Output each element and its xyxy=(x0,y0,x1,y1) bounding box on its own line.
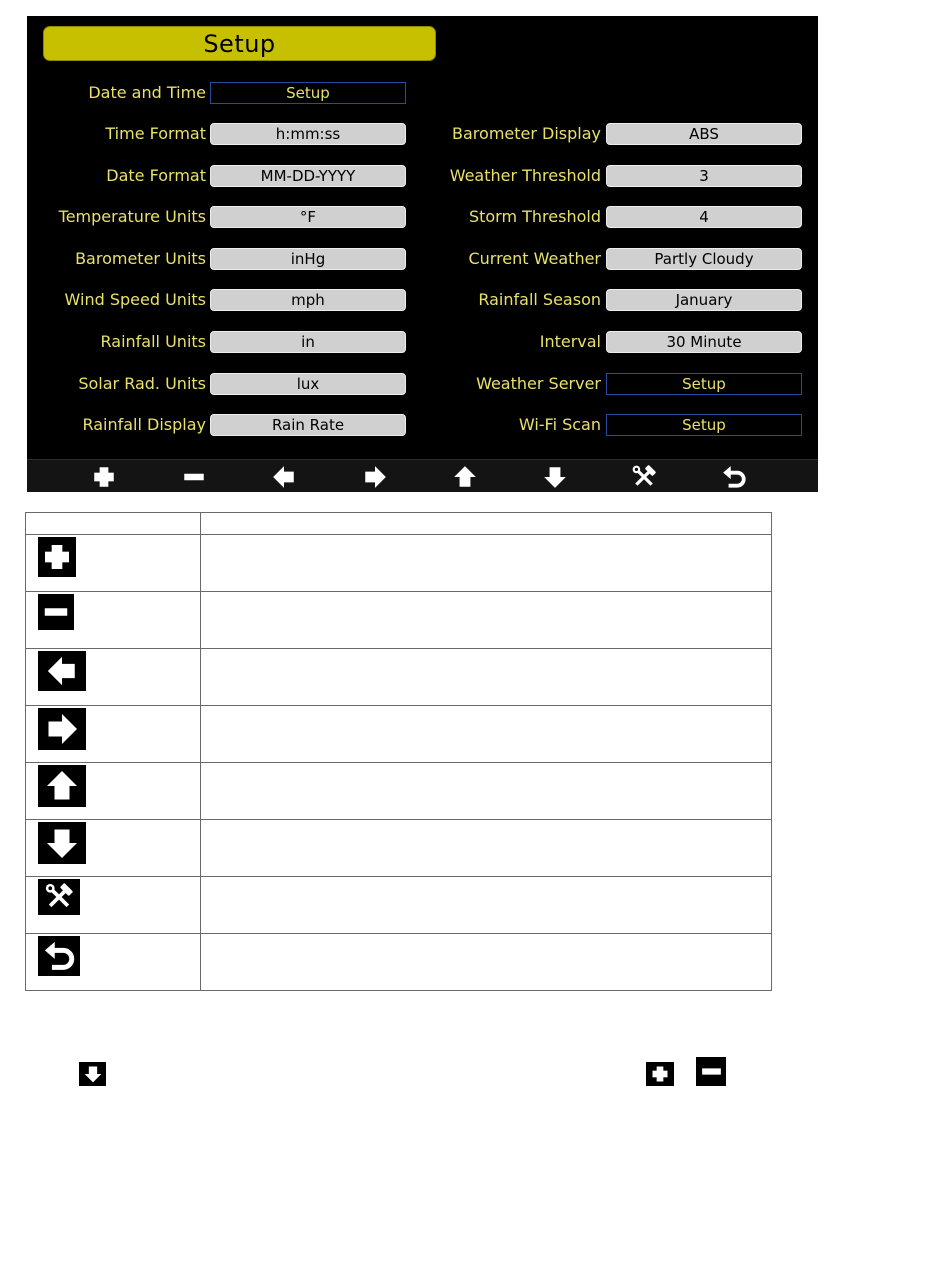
setup-screen xyxy=(27,16,818,491)
table-header-row xyxy=(26,513,772,535)
icon-cell xyxy=(26,934,201,991)
setting-label: Date Format xyxy=(106,166,206,185)
setting-value-field[interactable]: Partly Cloudy xyxy=(606,248,802,270)
plus-icon xyxy=(646,1062,674,1086)
setting-label: Time Format xyxy=(105,124,206,143)
icon-cell xyxy=(26,706,201,763)
arrow-left-icon xyxy=(38,651,86,691)
setting-row-barometer-display xyxy=(27,123,818,145)
table-row xyxy=(26,877,772,934)
toolbar-right-button[interactable] xyxy=(360,462,390,492)
setting-label: Wi-Fi Scan xyxy=(518,415,601,434)
toolbar-tools-button[interactable] xyxy=(629,462,659,492)
description-cell xyxy=(201,535,772,592)
setting-value-field[interactable]: °F xyxy=(210,206,406,228)
setting-label: Barometer Display xyxy=(452,124,601,143)
setting-value-field[interactable]: MM-DD-YYYY xyxy=(210,165,406,187)
setting-value-field[interactable]: in xyxy=(210,331,406,353)
setup-button[interactable]: Setup xyxy=(606,373,802,395)
setting-value-field[interactable]: 30 Minute xyxy=(606,331,802,353)
setting-value-field[interactable]: inHg xyxy=(210,248,406,270)
toolbar-down-button[interactable] xyxy=(540,462,570,492)
setting-value-field[interactable]: h:mm:ss xyxy=(210,123,406,145)
table-row xyxy=(26,820,772,877)
header-cell-icon xyxy=(26,513,201,535)
arrow-down-icon xyxy=(79,1062,106,1086)
tools-icon xyxy=(631,464,657,490)
setting-label: Wind Speed Units xyxy=(64,290,206,309)
icon-cell xyxy=(26,535,201,592)
description-cell xyxy=(201,820,772,877)
setting-value-field[interactable]: 3 xyxy=(606,165,802,187)
table-row xyxy=(26,592,772,649)
icon-cell xyxy=(26,763,201,820)
table-row xyxy=(26,763,772,820)
description-cell xyxy=(201,877,772,934)
arrow-up-icon xyxy=(38,765,86,807)
tools-icon xyxy=(38,879,80,915)
arrow-right-icon xyxy=(362,464,388,490)
description-cell xyxy=(201,649,772,706)
table-row xyxy=(26,649,772,706)
setting-row-weather-server xyxy=(27,373,818,395)
setting-label: Barometer Units xyxy=(75,249,206,268)
arrow-up-icon xyxy=(452,464,478,490)
screen-title: Setup xyxy=(43,26,436,61)
description-cell xyxy=(201,934,772,991)
setting-label: Storm Threshold xyxy=(468,207,601,226)
setting-label: Rainfall Units xyxy=(100,332,206,351)
table-row xyxy=(26,706,772,763)
setting-row-wi-fi-scan xyxy=(27,414,818,436)
icon-cell xyxy=(26,592,201,649)
toolbar-plus-button[interactable] xyxy=(89,462,119,492)
description-cell xyxy=(201,592,772,649)
table-row xyxy=(26,535,772,592)
setting-row-weather-threshold xyxy=(27,165,818,187)
setting-row-interval xyxy=(27,331,818,353)
toolbar-up-button[interactable] xyxy=(450,462,480,492)
icon-cell xyxy=(26,649,201,706)
setting-label: Weather Server xyxy=(476,374,601,393)
minus-icon xyxy=(38,594,74,630)
bottom-toolbar xyxy=(27,459,818,492)
arrow-down-icon xyxy=(38,822,86,864)
arrow-right-icon xyxy=(38,708,86,750)
setup-button[interactable]: Setup xyxy=(606,414,802,436)
setting-label: Solar Rad. Units xyxy=(78,374,206,393)
setting-label: Weather Threshold xyxy=(449,166,601,185)
setting-value-field[interactable]: Rain Rate xyxy=(210,414,406,436)
setting-value-field[interactable]: 4 xyxy=(606,206,802,228)
setting-row-date-and-time xyxy=(27,82,818,104)
plus-icon xyxy=(38,537,76,577)
icon-cell xyxy=(26,877,201,934)
setting-value-field[interactable]: mph xyxy=(210,289,406,311)
header-cell-description xyxy=(201,513,772,535)
toolbar-minus-button[interactable] xyxy=(179,462,209,492)
setting-value-field[interactable]: January xyxy=(606,289,802,311)
setting-label: Current Weather xyxy=(468,249,601,268)
description-cell xyxy=(201,763,772,820)
setting-row-rainfall-season xyxy=(27,289,818,311)
setting-label: Temperature Units xyxy=(58,207,206,226)
icon-cell xyxy=(26,820,201,877)
return-icon xyxy=(721,464,747,490)
arrow-down-icon xyxy=(542,464,568,490)
setting-row-storm-threshold xyxy=(27,206,818,228)
arrow-left-icon xyxy=(271,464,297,490)
minus-icon xyxy=(181,464,207,490)
minus-icon xyxy=(696,1057,726,1086)
setting-row-current-weather xyxy=(27,248,818,270)
setting-label: Rainfall Season xyxy=(478,290,601,309)
toolbar-return-button[interactable] xyxy=(719,462,749,492)
plus-icon xyxy=(91,464,117,490)
setting-label: Date and Time xyxy=(88,83,206,102)
return-icon xyxy=(38,936,80,976)
button-legend-table xyxy=(25,512,772,991)
table-row xyxy=(26,934,772,991)
setting-value-field[interactable]: ABS xyxy=(606,123,802,145)
setting-label: Rainfall Display xyxy=(82,415,206,434)
setting-value-field[interactable]: lux xyxy=(210,373,406,395)
setup-button[interactable]: Setup xyxy=(210,82,406,104)
description-cell xyxy=(201,706,772,763)
setting-label: Interval xyxy=(539,332,601,351)
toolbar-left-button[interactable] xyxy=(269,462,299,492)
